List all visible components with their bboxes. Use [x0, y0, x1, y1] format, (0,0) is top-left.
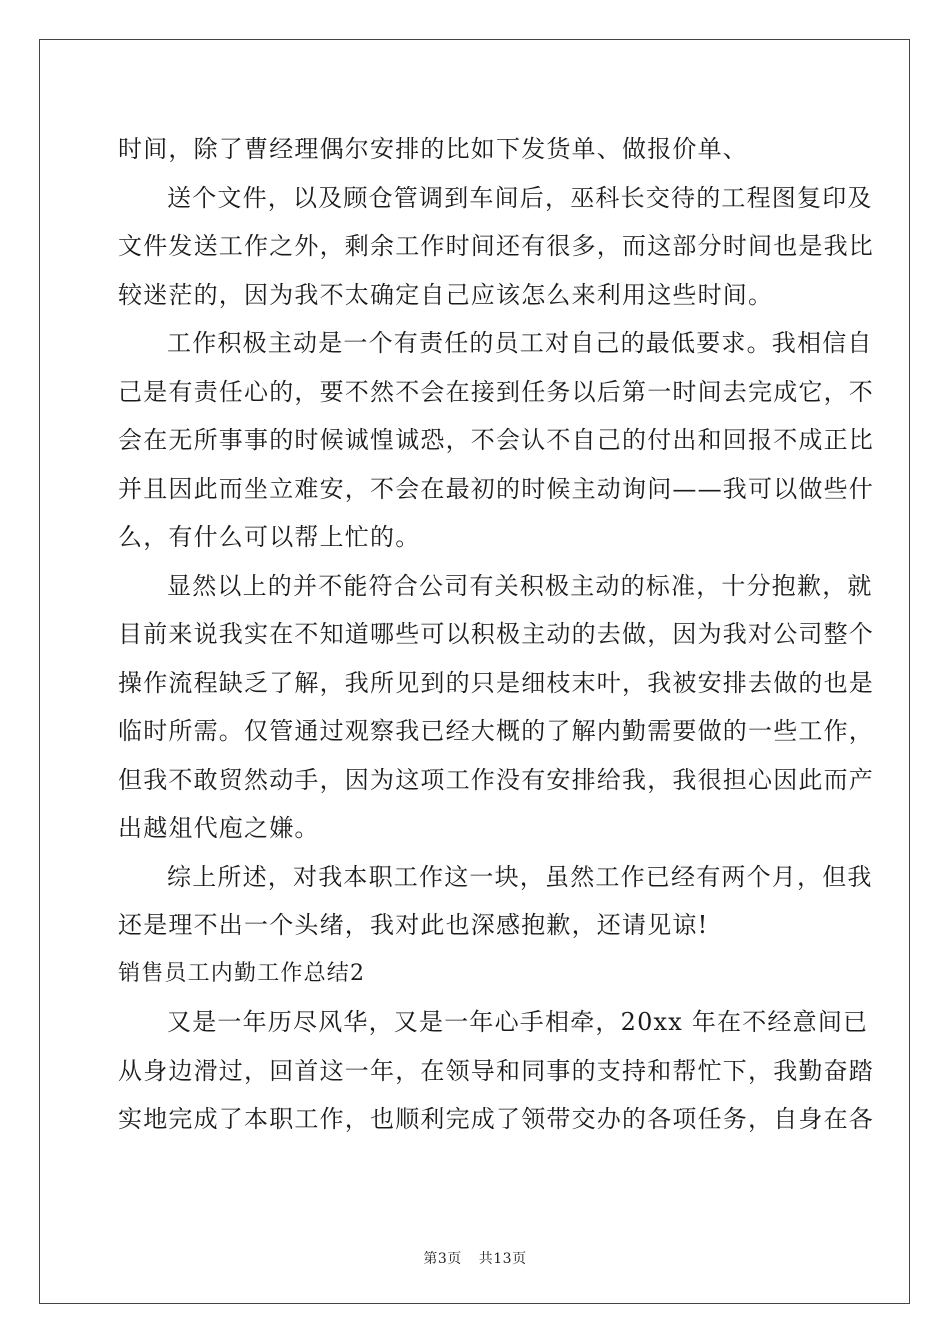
text-line: 目前来说我实在不知道哪些可以积极主动的去做，因为我对公司整个	[118, 620, 874, 648]
text-line: 工作积极主动是一个有责任的员工对自己的最低要求。我相信自	[167, 329, 873, 357]
text-line: 但我不敢贸然动手，因为这项工作没有安排给我，我很担心因此而产	[118, 765, 874, 794]
text-line: 么，有什么可以帮上忙的。	[118, 523, 421, 551]
page-total: 共13页	[478, 1251, 527, 1267]
section-heading: 销售员工内勤工作总结2	[118, 960, 366, 986]
text-line: 操作流程缺乏了解，我所见到的只是细枝末叶，我被安排去做的也是	[118, 668, 874, 697]
text-line: 又是一年历尽风华，又是一年心手相牵，20xx 年在不经意间已	[167, 1008, 869, 1036]
text-line: 较迷茫的，因为我不太确定自己应该怎么来利用这些时间。	[118, 280, 774, 309]
text-line: 实地完成了本职工作，也顺利完成了领带交办的各项任务，自身在各	[118, 1105, 874, 1133]
text-line: 文件发送工作之外，剩余工作时间还有很多，而这部分时间也是我比	[118, 232, 874, 260]
text-line: 还是理不出一个头绪，我对此也深感抱歉，还请见谅!	[118, 911, 709, 939]
document-body	[118, 125, 874, 1144]
text-line: 并且因此而坐立难安，不会在最初的时候主动询问——我可以做些什	[118, 474, 874, 503]
page-number: 第3页	[423, 1251, 462, 1267]
text-line: 时间，除了曹经理偶尔安排的比如下发货单、做报价单、	[118, 135, 748, 163]
text-line: 综上所述，对我本职工作这一块，虽然工作已经有两个月，但我	[167, 862, 873, 891]
text-line: 出越俎代庖之嫌。	[118, 814, 320, 842]
text-line: 临时所需。仅管通过观察我已经大概的了解内勤需要做的一些工作，	[118, 717, 874, 745]
text-line: 送个文件，以及顾仓管调到车间后，巫科长交待的工程图复印及	[167, 183, 873, 212]
text-line: 从身边滑过，回首这一年，在领导和同事的支持和帮忙下，我勤奋踏	[118, 1056, 874, 1085]
text-line: 会在无所事事的时候诚惶诚恐，不会认不自己的付出和回报不成正比	[118, 426, 874, 454]
text-line: 显然以上的并不能符合公司有关积极主动的标准，十分抱歉，就	[167, 571, 873, 600]
page-footer	[0, 1248, 950, 1268]
text-line: 己是有责任心的，要不然不会在接到任务以后第一时间去完成它，不	[118, 377, 874, 406]
